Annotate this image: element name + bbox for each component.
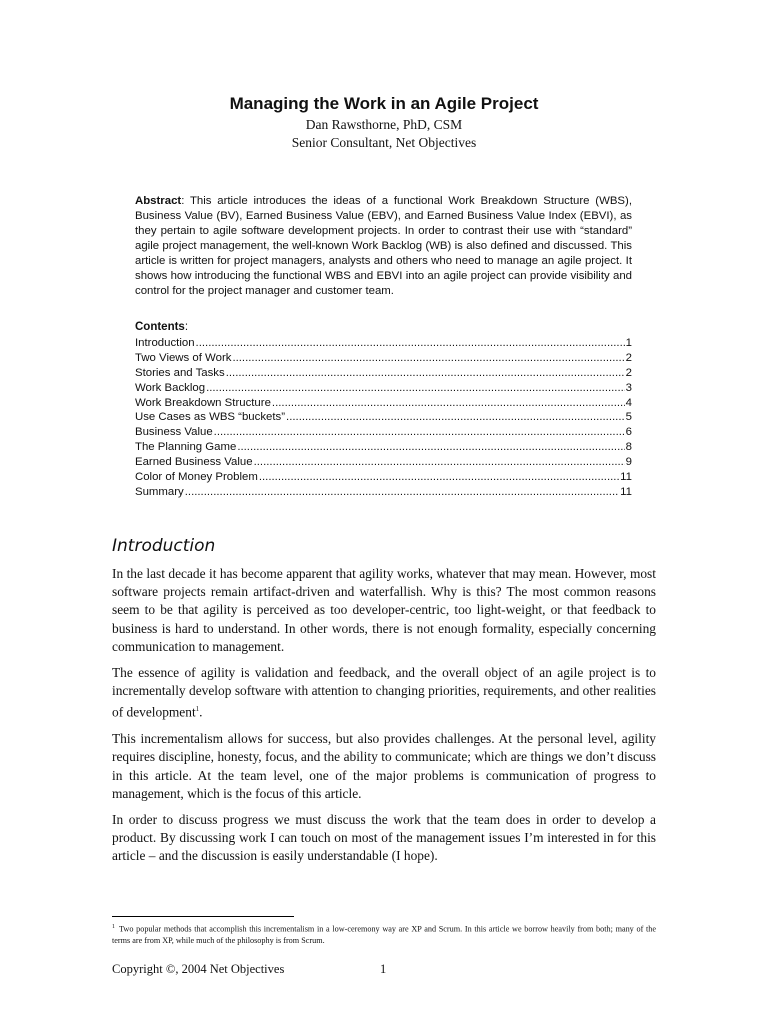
author-affiliation: Senior Consultant, Net Objectives <box>291 135 477 150</box>
toc-item-title: The Planning Game <box>135 441 237 454</box>
author-name: Dan Rawsthorne, PhD, CSM <box>305 117 463 132</box>
toc-item-page: 6 <box>625 426 632 439</box>
toc-item-page: 11 <box>620 471 632 484</box>
contents-label: Contents <box>135 321 185 333</box>
toc-item-title: Work Backlog <box>135 381 206 394</box>
footnote-divider <box>112 916 294 917</box>
toc-item[interactable] <box>135 396 632 411</box>
table-of-contents <box>135 336 632 500</box>
toc-item[interactable] <box>135 381 632 396</box>
toc-item-page: 8 <box>625 441 632 454</box>
footer-page-number: 1 <box>380 962 387 976</box>
toc-item-page: 5 <box>625 411 632 424</box>
footnote-reference[interactable]: 1 <box>195 705 200 714</box>
toc-item[interactable] <box>135 336 632 351</box>
toc-item[interactable] <box>135 410 632 425</box>
toc-item-title: Work Breakdown Structure <box>135 396 271 409</box>
section-heading-introduction: Introduction <box>112 536 216 556</box>
paragraph: In order to discuss progress we must discuss the work that the team does in order to develop a product. By discussing work I can touch on most of the management issues I’m interested in for this article – and the discussion is easily understandable (I hope). <box>112 811 656 864</box>
toc-item[interactable] <box>135 425 632 440</box>
toc-item-page: 3 <box>625 381 632 394</box>
toc-item[interactable] <box>135 351 632 366</box>
toc-item-title: Earned Business Value <box>135 456 253 469</box>
abstract <box>135 194 632 299</box>
document-title: Managing the Work in an Agile Project <box>229 94 539 113</box>
toc-item[interactable] <box>135 366 632 381</box>
toc-item[interactable] <box>135 470 632 485</box>
paragraph: In the last decade it has become apparent that agility works, whatever that may mean. However, most software projects remain artifact-driven and waterfallish. Why is this? The most common reasons seem to be that agility is perceived as too developer-centric, too light-weight, or that feedback to business is hard to understand. In other words, there is not enough formality, especially concerning communication to management. <box>112 566 656 654</box>
toc-item-title: Use Cases as WBS “buckets” <box>135 411 286 424</box>
toc-item-title: Summary <box>135 485 184 498</box>
footnote-marker: 1 <box>112 924 115 930</box>
abstract-label: Abstract <box>135 195 182 207</box>
toc-item-title: Business Value <box>135 426 213 439</box>
paragraph: This incrementalism allows for success, but also provides challenges. At the personal level, agility requires discipline, honesty, focus, and the ability to communicate; which are things we don’t discuss in this article. At the team level, one of the major problems is communication of progress to management, which is the focus of this article. <box>112 731 656 801</box>
contents-heading: Contents: <box>135 321 189 333</box>
toc-item-page: 1 <box>625 337 632 349</box>
toc-item-page: 2 <box>625 366 632 379</box>
toc-item-page: 9 <box>625 456 632 469</box>
introduction-body <box>112 565 656 874</box>
toc-item-page: 2 <box>625 351 632 364</box>
toc-item-title: Stories and Tasks <box>135 366 225 379</box>
footnote <box>112 922 656 947</box>
toc-item[interactable] <box>135 455 632 470</box>
footer-copyright: Copyright ©, 2004 Net Objectives <box>112 962 285 976</box>
toc-item[interactable] <box>135 485 632 500</box>
toc-item-title: Introduction <box>135 337 195 349</box>
toc-item-title: Color of Money Problem <box>135 471 258 484</box>
toc-item-title: Two Views of Work <box>135 351 232 364</box>
toc-item-page: 4 <box>625 396 632 409</box>
footnote-text: Two popular methods that accomplish this incrementalism in a low-ceremony way are XP and Scrum. In this article we borrow heavily from both; many of the terms are from XP, while much of the philosophy is from Scrum. <box>112 924 656 946</box>
toc-item-page: 11 <box>620 485 632 498</box>
toc-item[interactable] <box>135 440 632 455</box>
abstract-text: : This article introduces the ideas of a functional Work Breakdown Structure (WBS), Business Value (BV), Earned Business Value (EBV), and Earned Business Value Index (EBVI), as they pertain to agile software development projects. In order to contrast their use with “standard” agile project management, the well-known Work Backlog (WB) is also defined and discussed. This article is written for project managers, analysts and others who need to manage an agile project. It shows how introducing the functional WBS and EBVI into an agile project can provide visibility and control for the project manager and customer team. <box>135 195 632 297</box>
paragraph: The essence of agility is validation and feedback, and the overall object of an agile project is to incrementally develop software with attention to changing priorities, requirements, and other realities of development$^1$. <box>112 665 656 720</box>
